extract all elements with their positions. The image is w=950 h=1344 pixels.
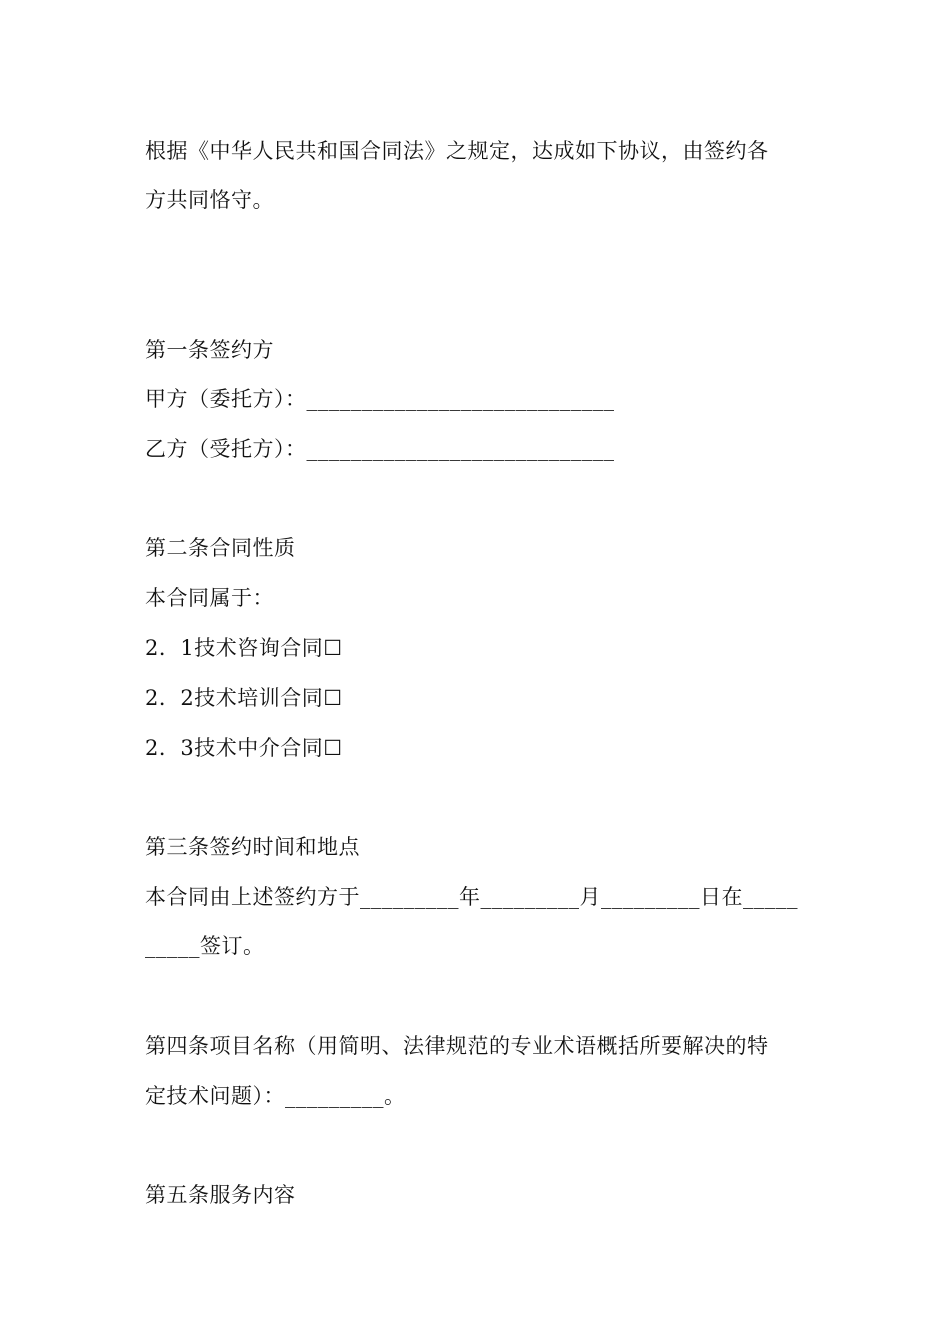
article-5-heading: 第五条服务内容: [145, 1183, 296, 1207]
contract-type-option: 2．2技术培训合同☐: [145, 686, 343, 710]
party-a-field: 甲方（委托方）：____________________________: [145, 387, 615, 411]
article-3-line-1: 本合同由上述签约方于_________年_________月_________日在_____: [145, 885, 798, 909]
article-3-heading: 第三条签约时间和地点: [145, 835, 360, 859]
article-4-line-2: 定技术问题）：_________。: [145, 1084, 406, 1108]
contract-type-option: 2．3技术中介合同☐: [145, 736, 343, 760]
party-b-field: 乙方（受托方）：____________________________: [145, 437, 615, 461]
article-1-heading: 第一条签约方: [145, 338, 274, 362]
article-2-heading: 第二条合同性质: [145, 536, 296, 560]
contract-type-option: 2．1技术咨询合同☐: [145, 636, 343, 660]
article-3-line-2: _____签订。: [145, 934, 265, 958]
intro-line-2: 方共同恪守。: [145, 188, 274, 212]
article-4-line-1: 第四条项目名称（用简明、法律规范的专业术语概括所要解决的特: [145, 1034, 769, 1058]
intro-line-1: 根据《中华人民共和国合同法》之规定，达成如下协议，由签约各: [145, 139, 769, 163]
article-2-intro: 本合同属于：: [145, 586, 274, 610]
